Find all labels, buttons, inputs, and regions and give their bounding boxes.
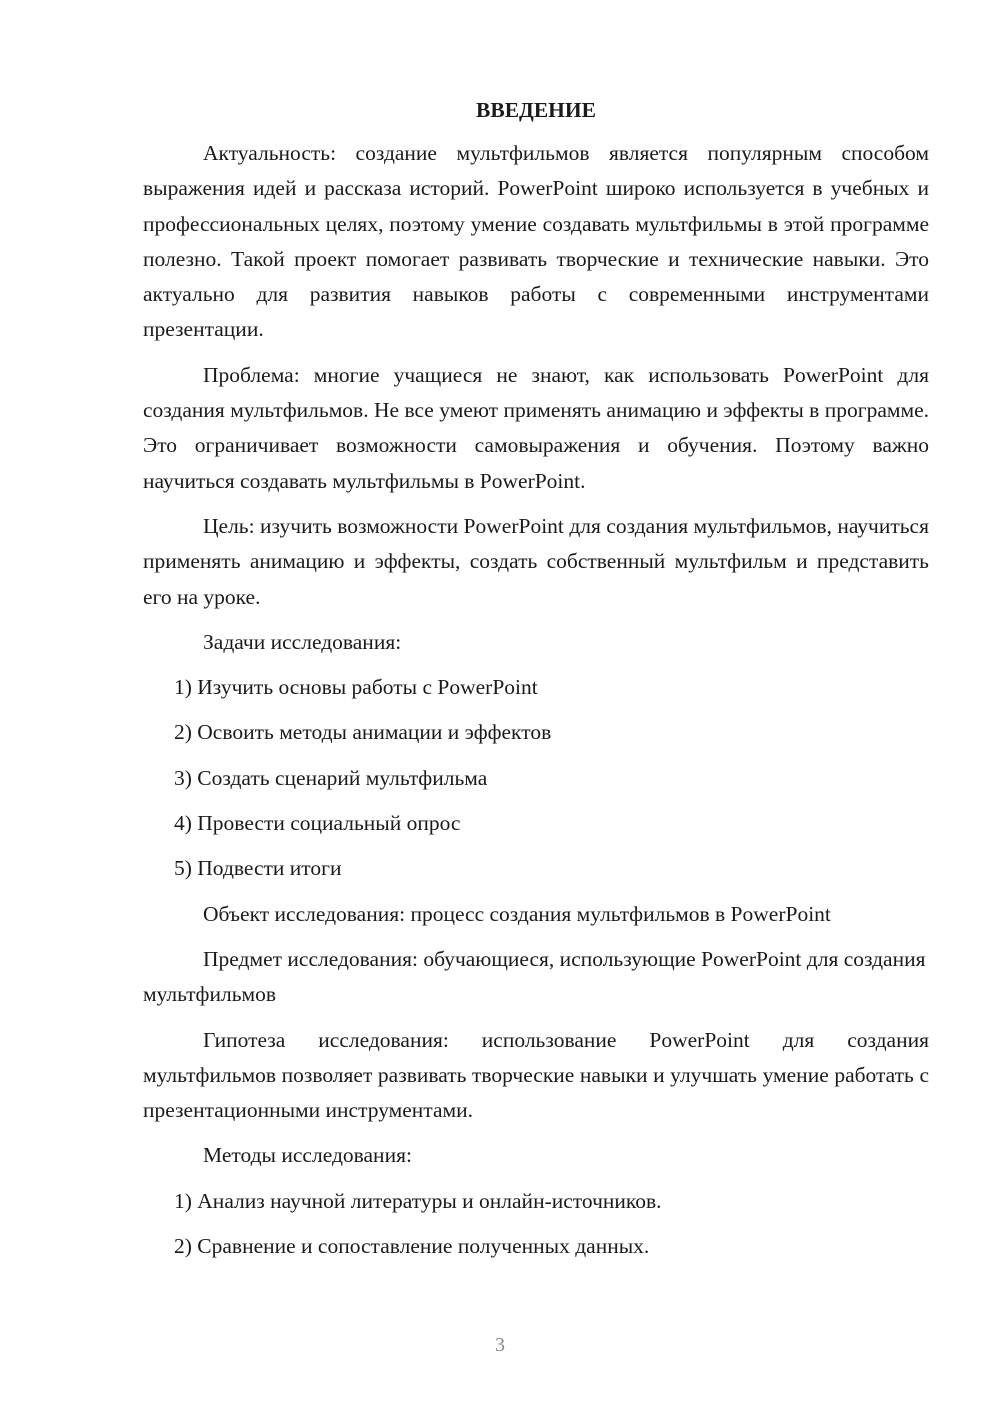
list-item: 5) Подвести итоги xyxy=(174,856,342,881)
tasks-list xyxy=(143,670,929,886)
methods-list xyxy=(143,1184,929,1265)
list-item: 2) Освоить методы анимации и эффектов xyxy=(174,720,552,745)
list-item: 1) Анализ научной литературы и онлайн-источников. xyxy=(174,1188,662,1213)
paragraph-hypothesis: Гипотеза исследования: использование PowerPoint для создания мультфильмов позволяет развивать творческие навыки и улучшать умение работать с презентационными инструментами. xyxy=(143,1027,929,1123)
list-item: 1) Изучить основы работы с PowerPoint xyxy=(174,675,538,700)
list-item: 2) Сравнение и сопоставление полученных данных. xyxy=(174,1234,650,1259)
paragraph-goal: Цель: изучить возможности PowerPoint для создания мультфильмов, научиться применять анимацию и эффекты, создать собственный мультфильм и представить его на уроке. xyxy=(143,513,929,609)
list-item: 3) Создать сценарий мультфильма xyxy=(174,765,488,790)
list-item: 4) Провести социальный опрос xyxy=(174,811,461,836)
paragraph-object: Объект исследования: процесс создания мультфильмов в PowerPoint xyxy=(203,901,831,926)
methods-heading: Методы исследования: xyxy=(203,1143,412,1168)
page-content xyxy=(143,96,929,1274)
paragraph-subject: Предмет исследования: обучающиеся, использующие PowerPoint для создания мультфильмов xyxy=(143,946,926,1007)
tasks-heading: Задачи исследования: xyxy=(203,629,402,654)
paragraph-relevance: Актуальность: создание мультфильмов является популярным способом выражения идей и рассказа историй. PowerPoint широко используется в учебных и профессиональных целях, поэтому умение создавать мультфильмы в этой программе полезно. Такой проект помогает развивать творческие и технические навыки. Это актуально для развития навыков работы с современными инструментами презентации. xyxy=(143,141,929,342)
page-number: 3 xyxy=(495,1334,505,1356)
paragraph-problem: Проблема: многие учащиеся не знают, как использовать PowerPoint для создания мультфильмов. Не все умеют применять анимацию и эффекты в программе. Это ограничивает возможности самовыражения и обучения. Поэтому важно научиться создавать мультфильмы в PowerPoint. xyxy=(143,362,929,493)
page-title: ВВЕДЕНИЕ xyxy=(476,98,596,122)
